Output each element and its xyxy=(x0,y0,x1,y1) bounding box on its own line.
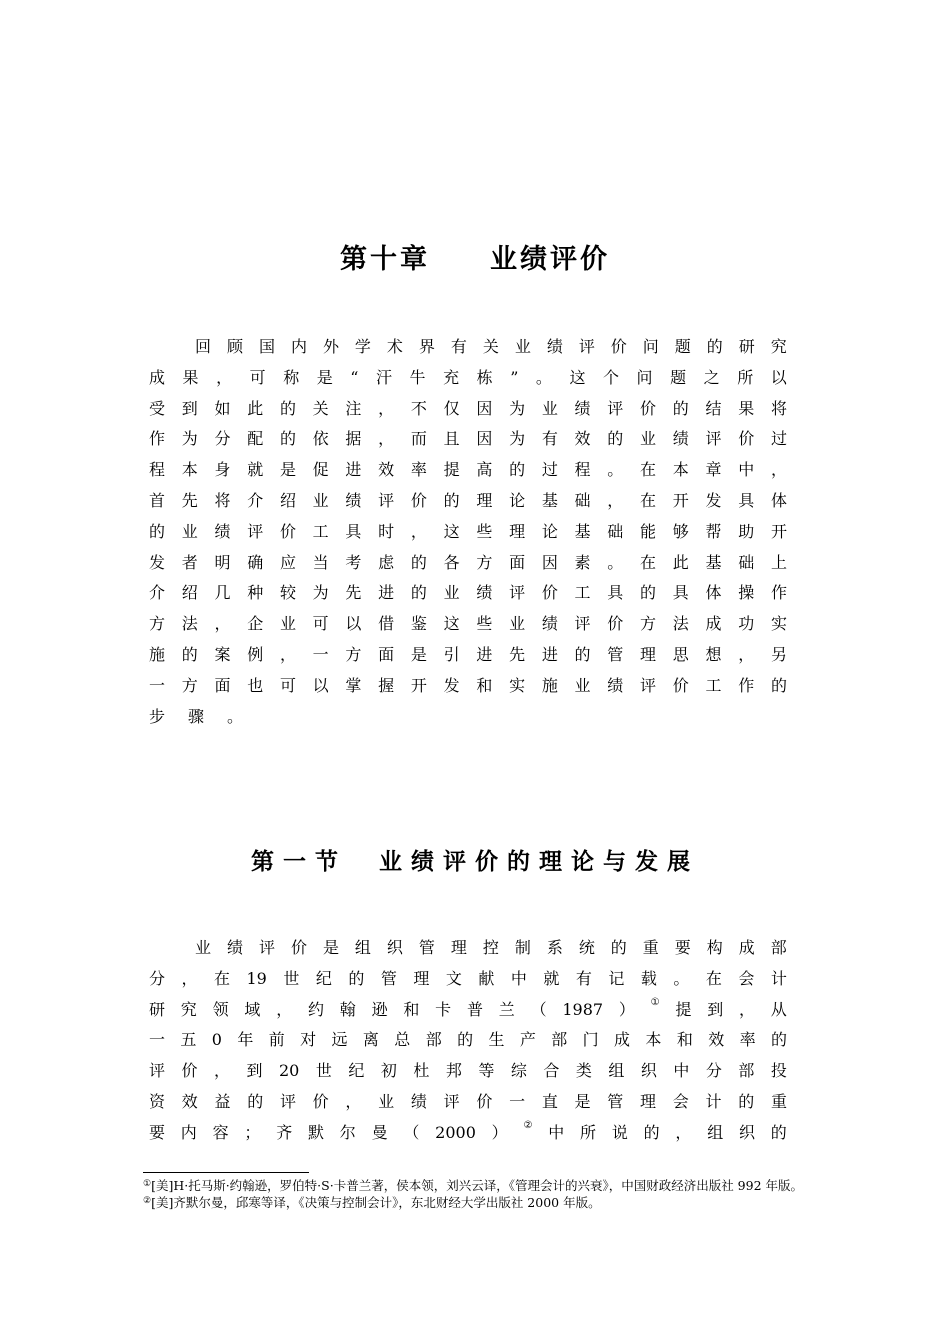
paragraph-line: 首 先 将 介 绍 业 绩 评 价 的 理 论 基 础 ， 在 开 发 具 体 xyxy=(149,490,787,510)
paragraph-line: 一 方 面 也 可 以 掌 握 开 发 和 实 施 业 绩 评 价 工 作 的 xyxy=(149,675,787,695)
footnotes xyxy=(143,1177,803,1211)
footnote-2-mark: ② xyxy=(143,1196,152,1206)
paragraph-line: 成 果 ， 可 称 是 “ 汗 牛 充 栋 ” 。 这 个 问 题 之 所 以 xyxy=(149,367,787,387)
footnote-2-text: [美]齐默尔曼，邱寒等译，《决策与控制会计》，东北财经大学出版社 2000 年版。 xyxy=(151,1195,601,1210)
paragraph-line: 施 的 案 例 ， 一 方 面 是 引 进 先 进 的 管 理 思 想 ， 另 xyxy=(149,644,787,664)
footnote-1-mark: ① xyxy=(143,1179,152,1189)
paragraph-line: 回 顾 国 内 外 学 术 界 有 关 业 绩 评 价 问 题 的 研 究 xyxy=(195,337,787,356)
paragraph-line: 受 到 如 此 的 关 注 ， 不 仅 因 为 业 绩 评 价 的 结 果 将 xyxy=(149,398,787,418)
section-title: 第一节 业绩评价的理论与发展 xyxy=(251,849,699,876)
paragraph-line: 程 本 身 就 是 促 进 效 率 提 高 的 过 程 。 在 本 章 中 ， xyxy=(149,460,787,480)
paragraph-line: 的 业 绩 评 价 工 具 时 ， 这 些 理 论 基 础 能 够 帮 助 开 xyxy=(149,521,787,541)
paragraph-line: 分 ， 在 19 世 纪 的 管 理 文 献 中 就 有 记 载 。 在 会 计 xyxy=(149,968,787,988)
paragraph-line: 发 者 明 确 应 当 考 虑 的 各 方 面 因 素 。 在 此 基 础 上 xyxy=(149,552,787,572)
paragraph-line: 步 骤 。 xyxy=(149,706,244,726)
paragraph-line: 要 内 容 ； 齐 默 尔 曼 （ 2000 ） ② 中 所 说 的 ， 组 织 的 xyxy=(149,1119,787,1142)
paragraph-line: 研 究 领 域 ， 约 翰 逊 和 卡 普 兰 （ 1987 ） ① 提 到 ， 从 xyxy=(149,996,787,1019)
paragraph-line: 介 绍 几 种 较 为 先 进 的 业 绩 评 价 工 具 的 具 体 操 作 xyxy=(149,583,787,603)
footnote-1-text: [美]H·托马斯·约翰逊，罗伯特·S·卡普兰著，侯本领，刘兴云译，《管理会计的兴衰》，中国财政经济出版社 992 年版。 xyxy=(151,1178,803,1193)
body-paragraph xyxy=(149,933,787,1149)
paragraph-line: 方 法 ， 企 业 可 以 借 鉴 这 些 业 绩 评 价 方 法 成 功 实 xyxy=(149,614,787,634)
intro-paragraph xyxy=(149,332,787,732)
paragraph-line: 一 五 0 年 前 对 远 离 总 部 的 生 产 部 门 成 本 和 效 率 的 xyxy=(149,1030,787,1050)
chapter-title: 第十章 业绩评价 xyxy=(340,244,610,276)
paragraph-line: 资 效 益 的 评 价 ， 业 绩 评 价 一 直 是 管 理 会 计 的 重 xyxy=(149,1091,787,1111)
footnote-2 xyxy=(143,1194,803,1211)
footnote-1 xyxy=(143,1177,803,1194)
footnote-divider xyxy=(143,1172,309,1173)
paragraph-line: 评 价 ， 到 20 世 纪 初 杜 邦 等 综 合 类 组 织 中 分 部 投 xyxy=(149,1061,787,1081)
paragraph-line: 业 绩 评 价 是 组 织 管 理 控 制 系 统 的 重 要 构 成 部 xyxy=(195,938,787,957)
paragraph-line: 作 为 分 配 的 依 据 ， 而 且 因 为 有 效 的 业 绩 评 价 过 xyxy=(149,429,787,449)
